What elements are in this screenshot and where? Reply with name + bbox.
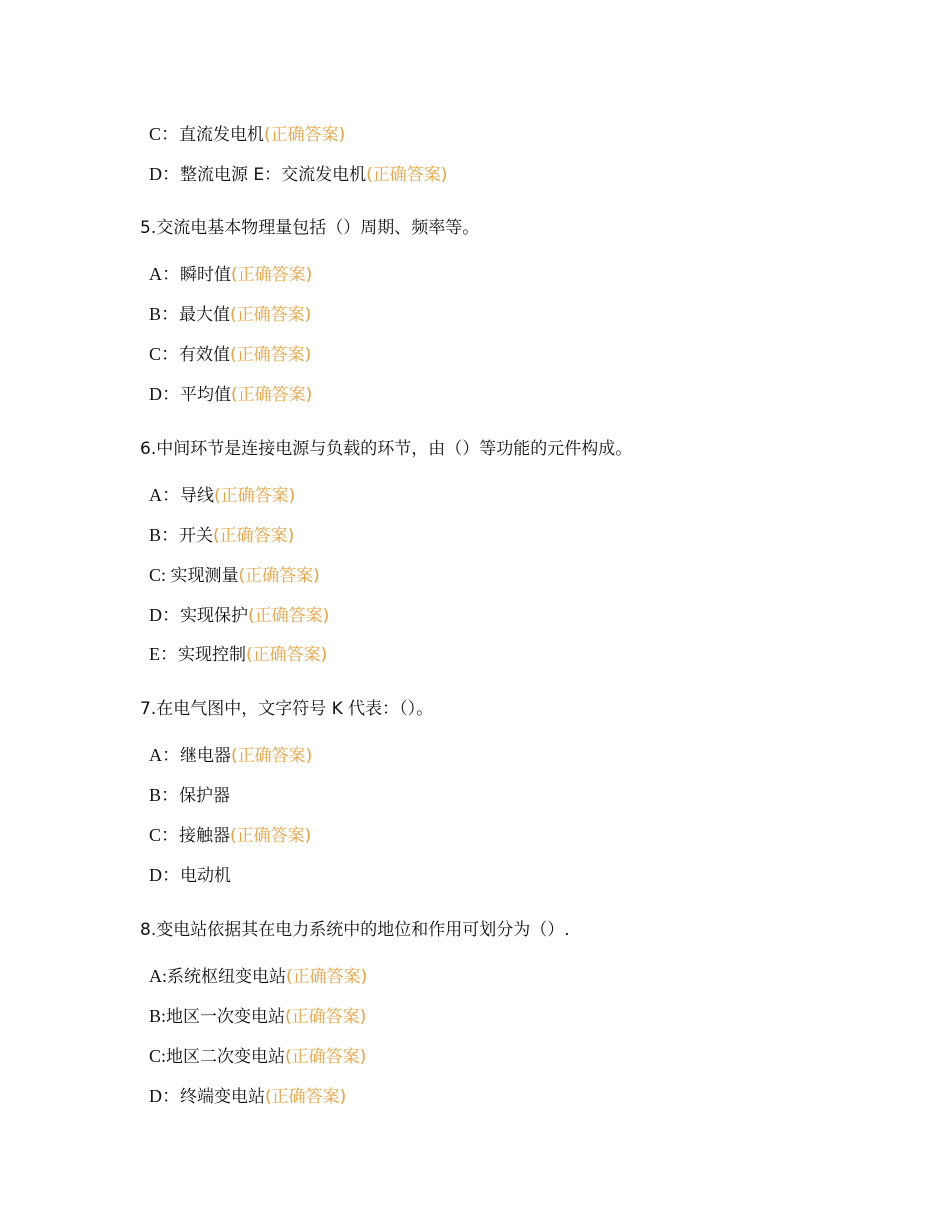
option-text: 接触器 [179, 826, 231, 846]
option-text: 平均值 [180, 385, 231, 405]
option-text: 实现保护 [180, 606, 248, 626]
option-text: 地区二次变电站 [166, 1047, 286, 1067]
q7-option-b [149, 783, 230, 808]
option-text: 电动机 [180, 866, 231, 886]
correct-answer-mark: (正确答案) [231, 746, 313, 766]
option-text: 导线 [180, 486, 214, 506]
option-prefix: D： [149, 605, 180, 625]
q5-option-b [149, 302, 311, 327]
option-text: 实现测量 [170, 566, 239, 586]
correct-answer-mark: (正确答案) [366, 165, 448, 185]
correct-answer-mark: (正确答案) [230, 826, 312, 846]
option-prefix: B： [149, 785, 180, 805]
option-prefix: A： [149, 485, 180, 505]
q6-option-a [149, 483, 295, 508]
option-d-e [149, 162, 447, 187]
correct-answer-mark: (正确答案) [214, 486, 296, 506]
question-6-title: 6.中间环节是连接电源与负载的环节，由（）等功能的元件构成。 [140, 439, 633, 459]
question-8-title: 8.变电站依据其在电力系统中的地位和作用可划分为（）. [140, 920, 570, 940]
option-prefix: D： [149, 164, 180, 184]
option-prefix: C： [149, 124, 180, 144]
q7-option-c [149, 823, 311, 848]
option-prefix: C: [149, 565, 171, 585]
option-text: 继电器 [180, 746, 231, 766]
option-prefix: A： [149, 264, 180, 284]
correct-answer-mark: (正确答案) [238, 566, 320, 586]
option-prefix: B： [149, 304, 180, 324]
correct-answer-mark: (正确答案) [248, 606, 330, 626]
q6-option-b [149, 523, 294, 548]
correct-answer-mark: (正确答案) [230, 305, 312, 325]
q7-option-d [149, 863, 231, 888]
q5-option-c [149, 342, 311, 367]
correct-answer-mark: (正确答案) [230, 345, 312, 365]
option-text: 整流电源 E：交流发电机 [180, 165, 367, 185]
option-prefix: C： [149, 344, 180, 364]
option-prefix: D： [149, 1086, 180, 1106]
option-prefix: C： [149, 825, 180, 845]
q5-option-d [149, 382, 312, 407]
correct-answer-mark: (正确答案) [285, 1007, 367, 1027]
option-text: 地区一次变电站 [166, 1007, 286, 1027]
q6-option-d [149, 603, 329, 628]
q7-option-a [149, 743, 312, 768]
q8-option-b [149, 1004, 366, 1029]
option-prefix: D： [149, 865, 180, 885]
option-prefix: A： [149, 745, 180, 765]
correct-answer-mark: (正确答案) [264, 125, 346, 145]
q5-option-a [149, 262, 312, 287]
option-text: 开关 [179, 526, 214, 546]
q8-option-c [149, 1044, 366, 1069]
option-prefix: E： [149, 644, 178, 664]
correct-answer-mark: (正确答案) [286, 967, 368, 987]
q6-option-c [149, 563, 320, 588]
correct-answer-mark: (正确答案) [246, 645, 328, 665]
question-7-title: 7.在电气图中，文字符号 K 代表：（）。 [140, 699, 434, 719]
option-text: 瞬时值 [180, 265, 231, 285]
correct-answer-mark: (正确答案) [285, 1047, 367, 1067]
option-text: 有效值 [179, 345, 231, 365]
q8-option-a [149, 964, 367, 989]
question-5-title: 5.交流电基本物理量包括（）周期、频率等。 [140, 218, 480, 238]
correct-answer-mark: (正确答案) [213, 526, 295, 546]
correct-answer-mark: (正确答案) [231, 385, 313, 405]
option-prefix: C: [149, 1046, 167, 1066]
option-prefix: D： [149, 384, 180, 404]
option-c [149, 122, 345, 147]
option-text: 直流发电机 [179, 125, 265, 145]
option-prefix: B： [149, 525, 180, 545]
option-prefix: A: [149, 966, 167, 986]
option-text: 保护器 [179, 786, 231, 806]
option-text: 最大值 [179, 305, 231, 325]
option-text: 终端变电站 [180, 1087, 265, 1107]
q8-option-d [149, 1084, 346, 1109]
option-text: 实现控制 [178, 645, 246, 665]
q6-option-e [149, 642, 327, 667]
correct-answer-mark: (正确答案) [231, 265, 313, 285]
option-text: 系统枢纽变电站 [167, 967, 286, 987]
correct-answer-mark: (正确答案) [265, 1087, 347, 1107]
option-prefix: B: [149, 1006, 167, 1026]
